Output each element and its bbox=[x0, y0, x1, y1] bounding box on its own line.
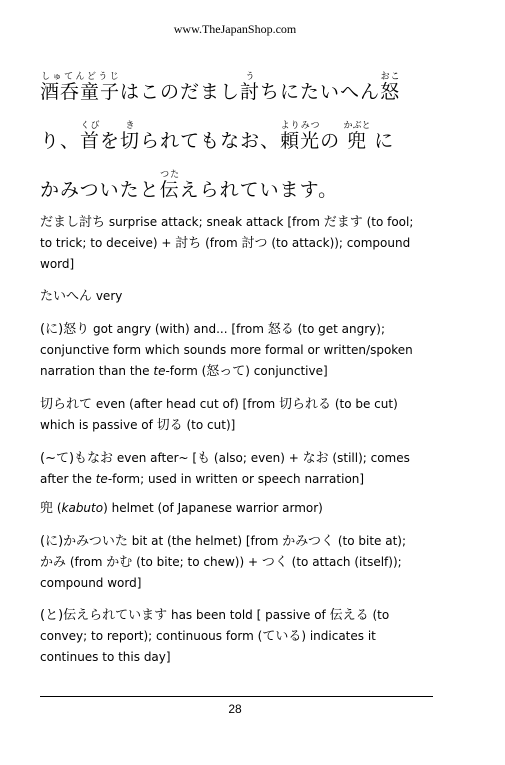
gloss-line bbox=[40, 469, 440, 490]
gloss-line bbox=[40, 212, 440, 233]
gloss-kirarete bbox=[40, 394, 440, 436]
gloss-text: -form; used in written or speech narration] bbox=[107, 472, 365, 486]
jp-word: 切る bbox=[156, 418, 183, 433]
ruby-word bbox=[159, 170, 180, 201]
gloss-line bbox=[40, 552, 440, 573]
gloss-line bbox=[40, 605, 440, 626]
gloss-text: (to bite at); bbox=[334, 534, 407, 548]
main-passage bbox=[40, 68, 430, 215]
jp-word: なお bbox=[302, 451, 329, 466]
jp-word: 伝える bbox=[329, 608, 369, 623]
term: たいへん bbox=[40, 289, 93, 304]
kana-text: ちにたいへん bbox=[260, 81, 381, 103]
kana-text: に bbox=[367, 130, 395, 152]
gloss-text: (to get angry); bbox=[293, 322, 386, 336]
ruby-word bbox=[240, 72, 261, 103]
jp-word: つく bbox=[261, 555, 288, 570]
kana-text: はこのだまし bbox=[120, 81, 241, 103]
gloss-text: which is passive of bbox=[40, 418, 157, 432]
gloss-text: conjunctive form which sounds more formal or written/spoken bbox=[40, 343, 413, 357]
furigana: つた bbox=[159, 170, 180, 180]
jp-word: 怒る bbox=[267, 322, 294, 337]
gloss-line bbox=[40, 233, 440, 254]
ruby-word bbox=[80, 121, 101, 152]
gloss-text: (to be cut) bbox=[331, 397, 398, 411]
gloss-text: (still); comes bbox=[328, 451, 410, 465]
gloss-text: (to bbox=[368, 608, 390, 622]
gloss-line bbox=[40, 573, 440, 594]
kanji: 切 bbox=[120, 130, 141, 152]
gloss-line bbox=[40, 361, 440, 382]
gloss-text: (to attack)); compound bbox=[267, 236, 411, 250]
jp-word: 討ち bbox=[175, 236, 202, 251]
passage-line-3 bbox=[40, 166, 430, 215]
kanji: 怒 bbox=[380, 81, 401, 103]
term: 切られて bbox=[40, 397, 93, 412]
furigana: かぶと bbox=[343, 121, 371, 131]
italic-text: te bbox=[153, 364, 166, 378]
footer-divider bbox=[40, 696, 433, 697]
gloss-taihen bbox=[40, 286, 440, 307]
jp-word: かみつく bbox=[282, 534, 335, 549]
gloss-text: compound word] bbox=[40, 576, 142, 590]
jp-word: かみ bbox=[40, 555, 67, 570]
kana-text: り、 bbox=[40, 130, 81, 152]
gloss-text: (also; even) + bbox=[210, 451, 303, 465]
gloss-line bbox=[40, 286, 440, 307]
kanji: 伝 bbox=[159, 179, 180, 201]
jp-word: 怒って bbox=[206, 364, 246, 379]
kana-text: の bbox=[320, 130, 348, 152]
jp-word: ている bbox=[262, 629, 302, 644]
gloss-line bbox=[40, 448, 440, 469]
gloss-text: has been told [ passive of bbox=[167, 608, 330, 622]
ruby-word bbox=[280, 121, 321, 152]
gloss-line bbox=[40, 531, 440, 552]
jp-word: 討つ bbox=[241, 236, 268, 251]
gloss-text: (from bbox=[66, 555, 107, 569]
gloss-text: ) helmet (of Japanese warrior armor) bbox=[103, 501, 323, 515]
gloss-line bbox=[40, 647, 440, 668]
furigana: よりみつ bbox=[280, 121, 321, 131]
gloss-text: -form ( bbox=[165, 364, 207, 378]
kana-text: えられています。 bbox=[179, 179, 339, 201]
kanji: 頼光 bbox=[280, 130, 321, 152]
gloss-mo-nao bbox=[40, 448, 440, 490]
kana-text: かみついたと bbox=[40, 179, 160, 201]
gloss-text: bit at (the helmet) [from bbox=[127, 534, 283, 548]
kanji: 兜 bbox=[343, 130, 371, 152]
jp-word: も bbox=[197, 451, 211, 466]
gloss-line bbox=[40, 340, 440, 361]
gloss-text: even (after head cut of) [from bbox=[92, 397, 279, 411]
gloss-text: after the bbox=[40, 472, 96, 486]
gloss-kabuto bbox=[40, 498, 440, 519]
gloss-text: (to attach (itself)); bbox=[287, 555, 402, 569]
kanji: 酒呑童子 bbox=[40, 81, 121, 103]
furigana: しゅてんどうじ bbox=[40, 72, 120, 82]
jp-word: かむ bbox=[106, 555, 133, 570]
gloss-text: even after~ [ bbox=[113, 451, 198, 465]
italic-text: kabuto bbox=[61, 501, 104, 515]
gloss-text: convey; to report); continuous form ( bbox=[40, 629, 263, 643]
ruby-word bbox=[380, 72, 401, 103]
term: (に)怒り bbox=[40, 322, 90, 337]
gloss-text: got angry (with) and... [from bbox=[89, 322, 268, 336]
gloss-text: word] bbox=[40, 257, 75, 271]
jp-word: だます bbox=[323, 215, 363, 230]
term: 兜 bbox=[40, 501, 54, 516]
gloss-kamitsuita bbox=[40, 531, 440, 594]
gloss-text: very bbox=[92, 289, 123, 303]
gloss-damashi-uchi bbox=[40, 212, 440, 275]
italic-text: te bbox=[95, 472, 108, 486]
term: (~て)もなお bbox=[40, 451, 114, 466]
term: だまし討ち bbox=[40, 215, 106, 230]
term: (と)伝えられています bbox=[40, 608, 168, 623]
passage-line-1 bbox=[40, 68, 430, 117]
gloss-text: to trick; to deceive) + bbox=[40, 236, 176, 250]
gloss-line bbox=[40, 254, 440, 275]
gloss-tsutaerareteimasu bbox=[40, 605, 440, 668]
kana-text: を bbox=[100, 130, 121, 152]
kanji: 討 bbox=[240, 81, 261, 103]
gloss-text: ) indicates it bbox=[301, 629, 376, 643]
ruby-word bbox=[40, 72, 121, 103]
gloss-line bbox=[40, 626, 440, 647]
furigana: う bbox=[240, 72, 261, 82]
furigana: き bbox=[120, 121, 141, 131]
gloss-text: ( bbox=[53, 501, 62, 515]
gloss-line bbox=[40, 498, 440, 519]
page-number: 28 bbox=[228, 702, 242, 716]
ruby-word bbox=[120, 121, 141, 152]
gloss-text: (to fool; bbox=[362, 215, 414, 229]
furigana: くび bbox=[80, 121, 101, 131]
site-url: www.TheJapanShop.com bbox=[173, 22, 297, 36]
gloss-text: continues to this day] bbox=[40, 650, 171, 664]
gloss-text: ) conjunctive] bbox=[245, 364, 328, 378]
gloss-line bbox=[40, 415, 440, 436]
passage-line-2 bbox=[40, 117, 430, 166]
gloss-line bbox=[40, 319, 440, 340]
furigana: おこ bbox=[380, 72, 401, 82]
gloss-text: (to cut)] bbox=[182, 418, 236, 432]
gloss-text: (to bite; to chew)) + bbox=[132, 555, 262, 569]
jp-word: 切られる bbox=[278, 397, 331, 412]
gloss-text: surprise attack; sneak attack [from bbox=[105, 215, 324, 229]
gloss-okori bbox=[40, 319, 440, 382]
gloss-line bbox=[40, 394, 440, 415]
ruby-word bbox=[343, 121, 371, 152]
term: (に)かみついた bbox=[40, 534, 128, 549]
kanji: 首 bbox=[80, 130, 101, 152]
gloss-text: narration than the bbox=[40, 364, 154, 378]
gloss-text: (from bbox=[201, 236, 242, 250]
kana-text: られてもなお、 bbox=[140, 130, 281, 152]
